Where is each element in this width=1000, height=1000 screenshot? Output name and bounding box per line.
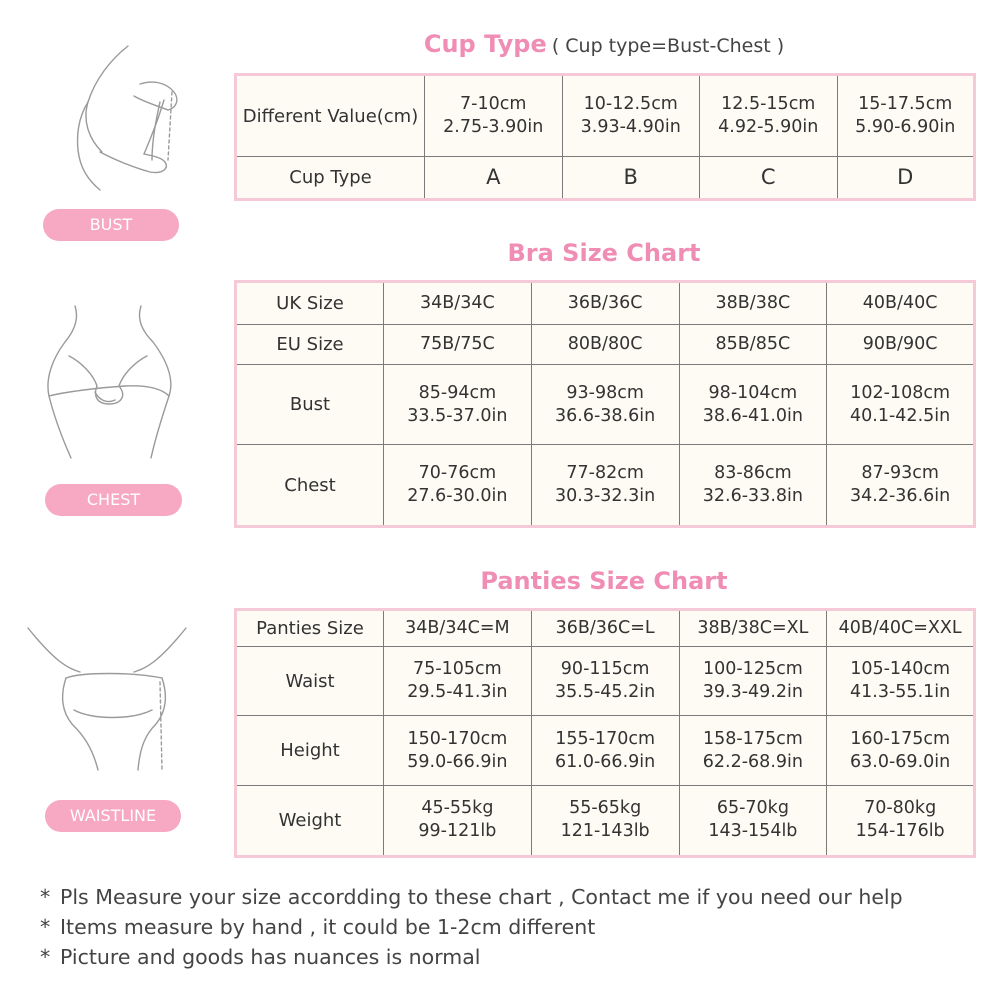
panties-size-heading: [234, 567, 974, 595]
cell-line: 155-170cm: [555, 728, 656, 749]
table-cell: [384, 716, 532, 786]
note-bullet: *: [40, 945, 51, 969]
table-row: [236, 610, 975, 647]
table-cell: [384, 282, 532, 325]
cell-line: 36B/36C: [567, 292, 643, 313]
cell-line: 30.3-32.3in: [555, 486, 656, 507]
cell-line: 143-154lb: [708, 821, 798, 842]
cell-line: 65-70kg: [716, 798, 789, 819]
table-cell: [837, 157, 975, 200]
table-cell: [827, 282, 975, 325]
cell-line: 27.6-30.0in: [407, 486, 508, 507]
cell-line: A: [486, 165, 501, 190]
table-cell: [384, 785, 532, 856]
cup-type-subtitle: ( Cup type=Bust-Chest ): [551, 35, 785, 57]
note-text: Pls Measure your size accordding to these chart , Contact me if you need our help: [60, 885, 903, 909]
row-label: UK Size: [236, 282, 384, 325]
notes-list: [40, 882, 903, 972]
row-label: Chest: [236, 445, 384, 527]
cell-line: 61.0-66.9in: [555, 751, 656, 772]
table-row: [236, 785, 975, 856]
note-bullet: *: [40, 885, 51, 909]
bra-size-heading: [234, 239, 974, 267]
note-item: [40, 912, 903, 942]
table-cell: [531, 324, 679, 365]
cell-line: 34.2-36.6in: [850, 486, 951, 507]
table-cell: [827, 610, 975, 647]
cup-type-table: [234, 73, 976, 201]
table-cell: [700, 75, 838, 157]
table-cell: [531, 785, 679, 856]
cell-line: 38B/38C: [715, 292, 791, 313]
cell-line: 7-10cm: [460, 94, 527, 115]
cell-line: 98-104cm: [708, 382, 798, 403]
table-cell: [384, 610, 532, 647]
table-cell: [827, 785, 975, 856]
note-item: [40, 942, 903, 972]
table-row: [236, 646, 975, 716]
cell-line: 75-105cm: [413, 659, 502, 680]
cell-line: B: [623, 165, 638, 190]
bust-measure-figure-icon: [40, 40, 190, 200]
cell-line: C: [760, 165, 776, 190]
table-cell: [827, 646, 975, 716]
cell-line: 100-125cm: [702, 659, 803, 680]
cell-line: 102-108cm: [850, 382, 951, 403]
cell-line: 40B/40C: [862, 292, 938, 313]
row-label: Cup Type: [236, 157, 425, 200]
note-item: [40, 882, 903, 912]
cell-line: 36B/36C=L: [555, 617, 655, 638]
table-cell: [531, 646, 679, 716]
cell-line: 70-80kg: [864, 798, 937, 819]
table-row: [236, 157, 975, 200]
cell-line: 45-55kg: [421, 798, 494, 819]
cell-line: 75B/75C: [420, 333, 495, 354]
table-cell: [679, 365, 827, 445]
cell-line: 3.93-4.90in: [580, 117, 681, 138]
table-row: [236, 365, 975, 445]
table-cell: [531, 365, 679, 445]
table-cell: [531, 610, 679, 647]
table-row: [236, 324, 975, 365]
table-cell: [531, 716, 679, 786]
cell-line: 158-175cm: [702, 728, 803, 749]
chest-measure-figure-icon: [35, 300, 185, 465]
table-cell: [425, 157, 563, 200]
cell-line: 85B/85C: [715, 333, 791, 354]
cell-line: 5.90-6.90in: [855, 117, 956, 138]
table-cell: [679, 324, 827, 365]
cell-line: 29.5-41.3in: [407, 682, 508, 703]
chest-badge: CHEST: [45, 484, 182, 516]
cell-line: 77-82cm: [566, 463, 644, 484]
table-cell: [679, 610, 827, 647]
table-cell: [384, 646, 532, 716]
table-cell: [562, 75, 700, 157]
waist-measure-figure-icon: [22, 620, 192, 775]
cell-line: 33.5-37.0in: [407, 405, 508, 426]
row-label: Panties Size: [236, 610, 384, 647]
note-text: Picture and goods has nuances is normal: [60, 945, 481, 969]
cell-line: 39.3-49.2in: [702, 682, 803, 703]
cell-line: 150-170cm: [407, 728, 508, 749]
cell-line: 12.5-15cm: [721, 94, 816, 115]
table-row: [236, 282, 975, 325]
cell-line: 34B/34C=M: [405, 617, 510, 638]
row-label: Height: [236, 716, 384, 786]
cell-line: 93-98cm: [566, 382, 644, 403]
cell-line: 85-94cm: [418, 382, 497, 403]
table-cell: [679, 716, 827, 786]
table-cell: [679, 282, 827, 325]
bra-size-title: Bra Size Chart: [507, 239, 701, 267]
cell-line: 83-86cm: [714, 463, 792, 484]
cell-line: 90-115cm: [560, 659, 650, 680]
note-bullet: *: [40, 915, 51, 939]
table-cell: [679, 646, 827, 716]
row-label: Waist: [236, 646, 384, 716]
cell-line: D: [897, 165, 914, 190]
cell-line: 40.1-42.5in: [850, 405, 951, 426]
table-cell: [562, 157, 700, 200]
row-label: Weight: [236, 785, 384, 856]
cell-line: 160-175cm: [850, 728, 951, 749]
cell-line: 34B/34C: [420, 292, 495, 313]
cell-line: 36.6-38.6in: [555, 405, 656, 426]
cell-line: 59.0-66.9in: [407, 751, 508, 772]
cell-line: 15-17.5cm: [858, 94, 953, 115]
table-cell: [700, 157, 838, 200]
table-cell: [679, 445, 827, 527]
cell-line: 55-65kg: [569, 798, 642, 819]
table-row: [236, 75, 975, 157]
table-cell: [531, 445, 679, 527]
row-label: Different Value(cm): [236, 75, 425, 157]
cell-line: 62.2-68.9in: [702, 751, 803, 772]
cell-line: 4.92-5.90in: [718, 117, 819, 138]
table-cell: [827, 716, 975, 786]
table-cell: [827, 324, 975, 365]
table-row: [236, 716, 975, 786]
cell-line: 10-12.5cm: [583, 94, 678, 115]
waistline-badge: WAISTLINE: [45, 800, 181, 832]
cell-line: 105-140cm: [850, 659, 951, 680]
cell-line: 38B/38C=XL: [697, 617, 809, 638]
cell-line: 35.5-45.2in: [555, 682, 656, 703]
table-cell: [827, 365, 975, 445]
table-cell: [679, 785, 827, 856]
row-label: Bust: [236, 365, 384, 445]
cell-line: 2.75-3.90in: [443, 117, 544, 138]
panties-size-table: [234, 608, 976, 858]
panties-size-title: Panties Size Chart: [480, 567, 728, 595]
cell-line: 80B/80C: [567, 333, 643, 354]
cell-line: 38.6-41.0in: [702, 405, 803, 426]
table-cell: [384, 365, 532, 445]
note-text: Items measure by hand , it could be 1-2cm different: [60, 915, 596, 939]
bra-size-table: [234, 280, 976, 528]
table-row: [236, 445, 975, 527]
cell-line: 121-143lb: [560, 821, 650, 842]
cell-line: 63.0-69.0in: [850, 751, 951, 772]
cell-line: 154-176lb: [855, 821, 945, 842]
cup-type-title: Cup Type: [423, 30, 547, 58]
cell-line: 40B/40C=XXL: [838, 617, 962, 638]
row-label: EU Size: [236, 324, 384, 365]
cell-line: 32.6-33.8in: [702, 486, 803, 507]
cup-type-heading: [234, 30, 974, 58]
table-cell: [425, 75, 563, 157]
cell-line: 99-121lb: [418, 821, 497, 842]
bust-badge: BUST: [43, 209, 179, 241]
cell-line: 87-93cm: [861, 463, 939, 484]
cell-line: 90B/90C: [862, 333, 938, 354]
table-cell: [384, 445, 532, 527]
cell-line: 70-76cm: [418, 463, 497, 484]
table-cell: [837, 75, 975, 157]
table-cell: [827, 445, 975, 527]
table-cell: [531, 282, 679, 325]
cell-line: 41.3-55.1in: [850, 682, 951, 703]
table-cell: [384, 324, 532, 365]
